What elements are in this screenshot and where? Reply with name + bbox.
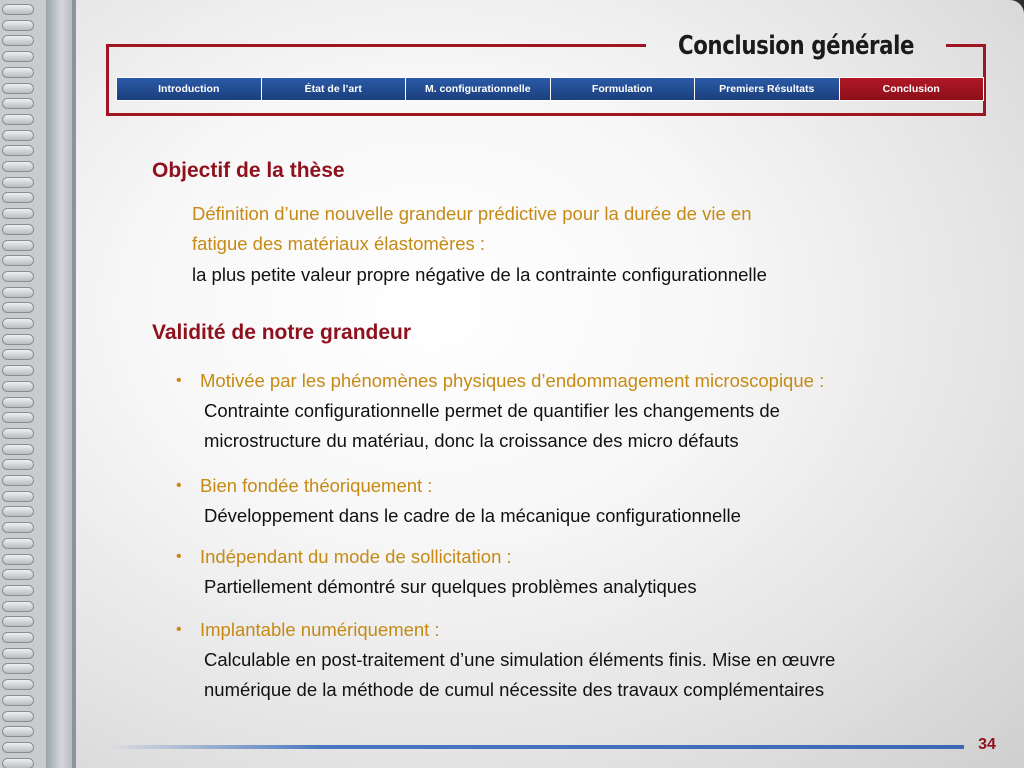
section-heading-objectif: Objectif de la thèse — [152, 159, 345, 182]
validite-item-3-title: Indépendant du mode de sollicitation : — [200, 546, 512, 567]
binding-ring — [2, 35, 34, 46]
binding-ring — [2, 601, 34, 612]
validite-item-2-detail-1: Développement dans le cadre de la mécanique configurationnelle — [204, 505, 741, 526]
binding-ring — [2, 114, 34, 125]
slide-title: Conclusion générale — [677, 31, 915, 61]
binding-ring — [2, 538, 34, 549]
binding-ring — [2, 130, 34, 141]
binding-ring — [2, 83, 34, 94]
binding-ring — [2, 208, 34, 219]
binding-ring — [2, 192, 34, 203]
section-heading-validite: Validité de notre grandeur — [152, 321, 412, 344]
binding-ring — [2, 569, 34, 580]
objectif-line-3: la plus petite valeur propre négative de la contrainte configurationnelle — [192, 264, 767, 285]
binding-ring — [2, 98, 34, 109]
tab-m-configurationnelle[interactable]: M. configurationnelle — [406, 78, 551, 100]
binding-ring — [2, 255, 34, 266]
binding-ring — [2, 616, 34, 627]
binding-ring — [2, 365, 34, 376]
binding-ring — [2, 758, 34, 768]
footer-divider — [108, 745, 964, 749]
validite-item-1-title: Motivée par les phénomènes physiques d’endommagement microscopique : — [200, 370, 825, 391]
binding-ring — [2, 726, 34, 737]
binding-ring — [2, 51, 34, 62]
binding-ring — [2, 334, 34, 345]
binding-ring — [2, 240, 34, 251]
validite-item-4-detail-2: numérique de la méthode de cumul nécessite des travaux complémentaires — [204, 679, 825, 700]
validite-item-2-title: Bien fondée théoriquement : — [200, 475, 433, 496]
binding-ring — [2, 459, 34, 470]
binding-ring — [2, 648, 34, 659]
tab-introduction[interactable]: Introduction — [117, 78, 262, 100]
bullet-icon: • — [176, 372, 182, 389]
binding-ring — [2, 554, 34, 565]
ring-binding — [0, 0, 46, 768]
binding-ring — [2, 475, 34, 486]
binding-ring — [2, 224, 34, 235]
section-nav — [116, 77, 984, 101]
binding-ring — [2, 271, 34, 282]
tab-conclusion[interactable]: Conclusion — [840, 78, 984, 100]
binding-ring — [2, 67, 34, 78]
page-number: 34 — [978, 736, 996, 753]
binding-ring — [2, 20, 34, 31]
binding-ring — [2, 177, 34, 188]
binding-ring — [2, 695, 34, 706]
validite-item-3-detail-1: Partiellement démontré sur quelques problèmes analytiques — [204, 576, 697, 597]
binding-ring — [2, 522, 34, 533]
tab-etat-de-l-art[interactable]: État de l’art — [262, 78, 407, 100]
binding-ring — [2, 412, 34, 423]
binding-ring — [2, 145, 34, 156]
header-frame-top-right — [946, 44, 986, 47]
tab-premiers-resultats[interactable]: Premiers Résultats — [695, 78, 840, 100]
binding-ring — [2, 381, 34, 392]
binding-ring — [2, 287, 34, 298]
validite-item-1-detail-2: microstructure du matériau, donc la croissance des micro défauts — [204, 430, 739, 451]
header-frame-top-left — [106, 44, 646, 47]
objectif-line-2: fatigue des matériaux élastomères : — [192, 233, 486, 254]
binding-ring — [2, 679, 34, 690]
binding-ring — [2, 302, 34, 313]
validite-item-4-detail-1: Calculable en post-traitement d’une simulation éléments finis. Mise en œuvre — [204, 649, 836, 670]
binding-ring — [2, 318, 34, 329]
binding-ring — [2, 632, 34, 643]
bullet-icon: • — [176, 621, 182, 638]
binding-ring — [2, 397, 34, 408]
binding-edge — [72, 0, 76, 768]
bullet-icon: • — [176, 548, 182, 565]
binding-ring — [2, 663, 34, 674]
binding-ring — [2, 349, 34, 360]
binding-ring — [2, 506, 34, 517]
bullet-icon: • — [176, 477, 182, 494]
binding-ring — [2, 4, 34, 15]
binding-ring — [2, 491, 34, 502]
validite-item-4-title: Implantable numériquement : — [200, 619, 440, 640]
binding-ring — [2, 711, 34, 722]
binding-strip — [46, 0, 72, 768]
binding-ring — [2, 161, 34, 172]
binding-ring — [2, 428, 34, 439]
validite-item-1-detail-1: Contrainte configurationnelle permet de quantifier les changements de — [204, 400, 780, 421]
binding-ring — [2, 585, 34, 596]
binding-ring — [2, 444, 34, 455]
objectif-line-1: Définition d’une nouvelle grandeur prédictive pour la durée de vie en — [192, 203, 752, 224]
binding-ring — [2, 742, 34, 753]
tab-formulation[interactable]: Formulation — [551, 78, 696, 100]
